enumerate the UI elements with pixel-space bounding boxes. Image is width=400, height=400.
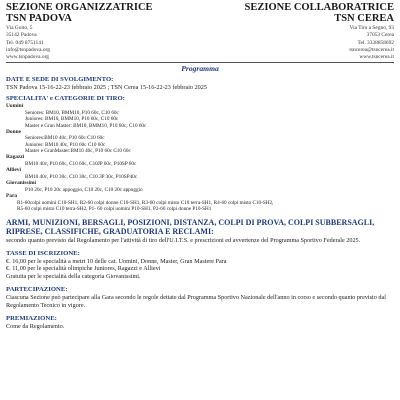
- tasse-line: €. 11,00 per le specialità olimpiche Juniores, Ragazzi e Allievi: [6, 265, 161, 273]
- category-para: Para: [6, 193, 18, 200]
- tasse-line: Gratuita per le specialità della categoria Giovanissimi.: [6, 272, 141, 280]
- programma-title: Programma: [181, 64, 219, 73]
- organizer-email[interactable]: info@tsnpadova.org: [6, 46, 50, 53]
- collaborator-block: [214, 2, 394, 60]
- specialita-heading: SPECIALITA' e CATEGORIE DI TIRO:: [6, 95, 125, 103]
- dates-text: TSN Padova 15-16-22-23 febbraio 2025 ; TSN Cerea 15-16-22-23 febbraio 2025: [6, 84, 207, 91]
- category-giovanissimi: Giovanissimi: [6, 180, 36, 187]
- category-donne: Donne: [6, 128, 21, 135]
- category-line: BM10 40c, P10 60c, C10 60c, C10JP 60c, P10SP 60c: [25, 160, 137, 167]
- category-line: P10 20c, P10 20c appoggio, C10 20c, C10 20c appoggio: [25, 186, 143, 193]
- category-line: Seniores: BM10, BMM10, P10 60c, C10 60c: [25, 110, 119, 116]
- partecipazione-heading: PARTECIPAZIONE:: [6, 286, 68, 294]
- premiazione-heading: PREMIAZIONE:: [6, 315, 57, 323]
- organizer-phone: Tel. 049 8751141: [6, 39, 44, 46]
- organizer-title: SEZIONE ORGANIZZATRICE: [6, 2, 153, 13]
- collaborator-title: SEZIONE COLLABORATRICE: [244, 2, 394, 13]
- document-body: [6, 76, 394, 330]
- armi-heading: ARMI, MUNIZIONI, BERSAGLI, POSIZIONI, DISTANZA, COLPI DI PROVA, COLPI SUBBERSAGLI, RIPRESE, CLASSIFICHE, GRADUATORIA E RECLAMI:: [6, 218, 375, 237]
- premiazione-text: Come da Regolamento.: [6, 323, 65, 331]
- collaborator-website[interactable]: www.tsncerea.it: [359, 54, 394, 61]
- category-line: BM10 40c, P10 30c, C10 30c, C10.3P 30c, P10SP40c: [25, 173, 138, 180]
- category-line: Master e GranMaster:BM10 40c, P10 60c C10 60c: [25, 148, 131, 155]
- category-line: R1-60colpi uomini C10-SH1, R2-60 colpi donne C10-SH1, R3-60 colpi misto C10 terra-SH1, R4-60 colpi misto C10-SH2,: [17, 199, 274, 206]
- armi-text: secondo quanto previsto dal Regolamento per l'attività di tiro dell'U.I.T.S. e prescrizioni ed avvertenze del Programma Sportivo Federale 2025.: [6, 236, 361, 244]
- partecipazione-text: Ciascuna Sezione può partecipare alla Gara secondo le regole dettate dal Programma Sportivo Nazionale dell'anno in corso e secondo quanto previsto dal Regolamento Tecnico in vigore.: [6, 294, 386, 309]
- category-line: R5-60 colpi misto C10 terra-SH2, P1- 60 colpi uomini P10-SH1, P2-60 colpi donne P10-SH1: [17, 205, 212, 212]
- category-line: Seniores:BM10 40c, P10 60c C10 60c: [25, 135, 105, 142]
- organizer-block: [6, 2, 186, 60]
- category-uomini: Uomini: [6, 103, 24, 110]
- collaborator-city: 37053 Cerea: [366, 32, 394, 39]
- organizer-address: Via Goito, 5: [6, 25, 33, 31]
- category-line: Juniores: BM10 40c, P10 60c C10 60c: [25, 141, 106, 148]
- category-ragazzi: Ragazzi: [6, 154, 25, 161]
- organizer-city: 35142 Padova: [6, 32, 37, 39]
- tasse-line: €. 16,00 per le specialità a metri 10 delle cat. Uomini, Donne, Master, Gran Mastere Para: [6, 258, 227, 266]
- dates-heading: DATE E SEDE DI SVOLGIMENTO:: [6, 76, 114, 83]
- collaborator-name: TSN CEREA: [334, 13, 394, 24]
- organizer-name: TSN PADOVA: [6, 13, 72, 24]
- category-allievi: Allievi: [6, 167, 21, 174]
- category-line: Juniores: BM10, BMM10, P10 60c, C10 60c: [25, 116, 119, 123]
- collaborator-address: Via Tiro a Segno, 93: [349, 25, 394, 31]
- collaborator-phone: Tel. 3338858692: [357, 39, 394, 46]
- category-line: Master e Gran Master: BM10, BMM10, P10 60c, C10 60c: [25, 122, 147, 129]
- tasse-heading: TASSE DI ISCRIZIONE:: [6, 250, 80, 258]
- organizer-website[interactable]: www.tsnpadova.org: [6, 54, 49, 61]
- collaborator-email[interactable]: tsncerea@tsncerea.it: [349, 46, 394, 53]
- header-divider: [6, 62, 394, 63]
